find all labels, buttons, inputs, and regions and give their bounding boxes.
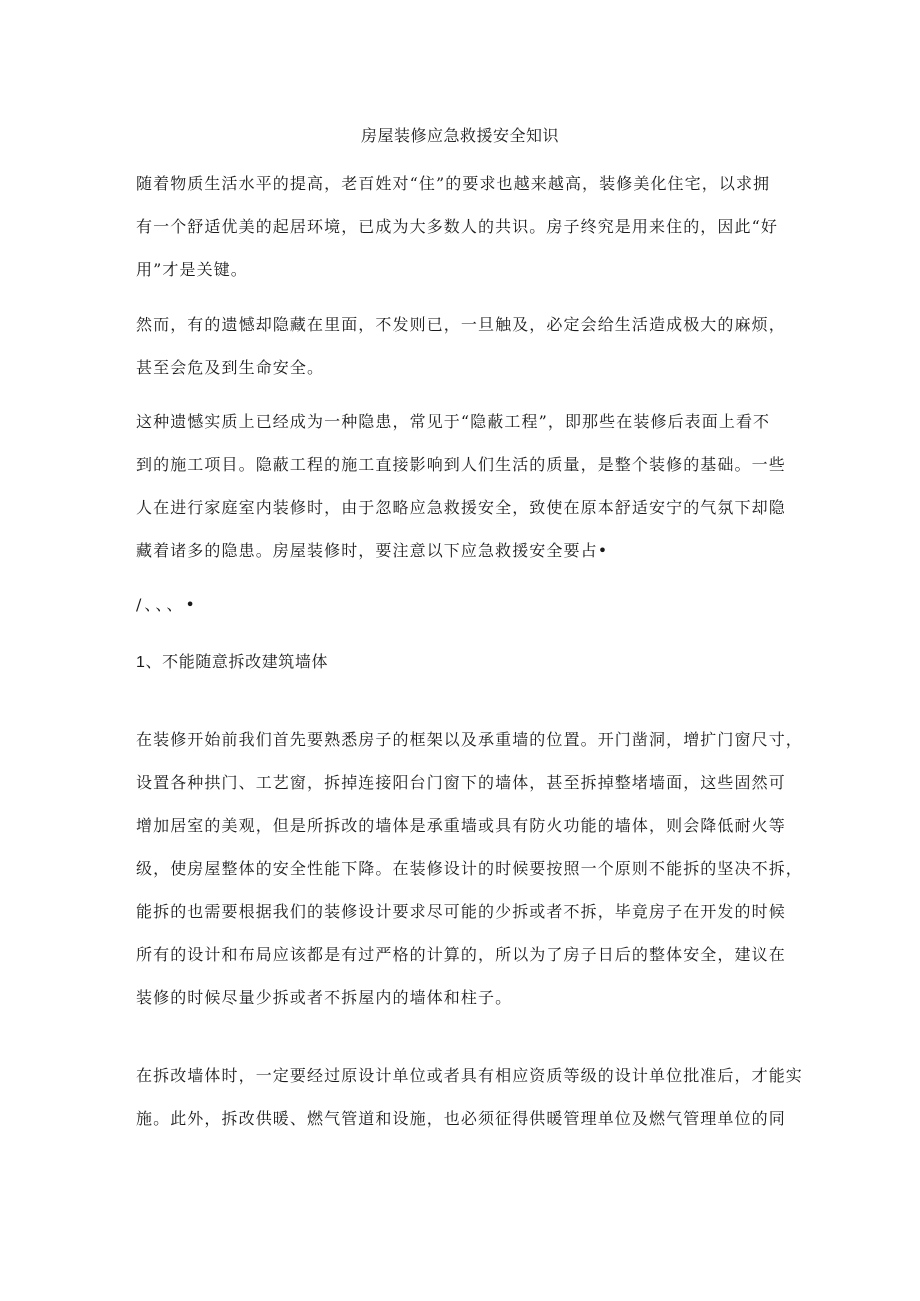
text-line: 在拆改墙体时，一定要经过原设计单位或者具有相应资质等级的设计单位批准后，才能实 (136, 1066, 803, 1085)
section-paragraph-2 (136, 1054, 803, 1140)
text-line: 设置各种拱门、工艺窗，拆掉连接阳台门窗下的墙体，甚至拆掉整堵墙面，这些固然可 (136, 773, 786, 792)
text-line: 装修的时候尽量少拆或者不拆屋内的墙体和柱子。 (136, 988, 513, 1007)
stray-marks (136, 583, 796, 626)
text-line: 所有的设计和布局应该都是有过严格的计算的，所以为了房子日后的整体安全，建议在 (136, 945, 786, 964)
text-line: 能拆的也需要根据我们的装修设计要求尽可能的少拆或者不拆，毕竟房子在开发的时候 (136, 902, 786, 921)
text-line: 到的施工项目。隐蔽工程的施工直接影响到人们生活的质量，是整个装修的基础。一些 (136, 455, 786, 474)
text-line: 施。此外，拆改供暖、燃气管道和设施，也必须征得供暖管理单位及燃气管理单位的同 (136, 1109, 786, 1128)
section-heading: 1、不能随意拆改建筑墙体 (136, 654, 329, 671)
text-line: 人在进行家庭室内装修时，由于忽略应急救援安全，致使在原本舒适安宁的气氛下却隐 (136, 498, 786, 517)
text-line: 随着物质生活水平的提高，老百姓对“住”的要求也越来越高，装修美化住宅，以求拥 (136, 174, 771, 193)
text-line: 在装修开始前我们首先要熟悉房子的框架以及承重墙的位置。开门凿洞，增扩门窗尺寸， (136, 730, 803, 749)
intro-paragraph-2 (136, 303, 796, 389)
text-line: 级，使房屋整体的安全性能下降。在装修设计的时候要按照一个原则不能拆的坚决不拆， (136, 859, 803, 878)
text-line: 有一个舒适优美的起居环境，已成为大多数人的共识。房子终究是用来住的，因此“好 (136, 217, 778, 236)
text-line: 然而，有的遗憾却隐藏在里面，不发则已，一旦触及，必定会给生活造成极大的麻烦， (136, 315, 786, 334)
text-line: 增加居室的美观，但是所拆改的墙体是承重墙或具有防火功能的墙体，则会降低耐火等 (136, 816, 786, 835)
document-title: 房屋装修应急救援安全知识 (360, 126, 559, 145)
section-paragraph-1 (136, 718, 803, 1019)
text-line: 甚至会危及到生命安全。 (136, 358, 325, 377)
text-line: 藏着诸多的隐患。房屋装修时，要注意以下应急救援安全要占• (136, 541, 609, 560)
marks-line: /、、、• (136, 595, 198, 614)
intro-paragraph-1 (136, 162, 796, 291)
text-line: 用”才是关键。 (136, 260, 248, 279)
intro-paragraph-3 (136, 400, 796, 572)
text-line: 这种遗憾实质上已经成为一种隐患，常见于“隐蔽工程”，即那些在装修后表面上看不 (136, 412, 771, 431)
